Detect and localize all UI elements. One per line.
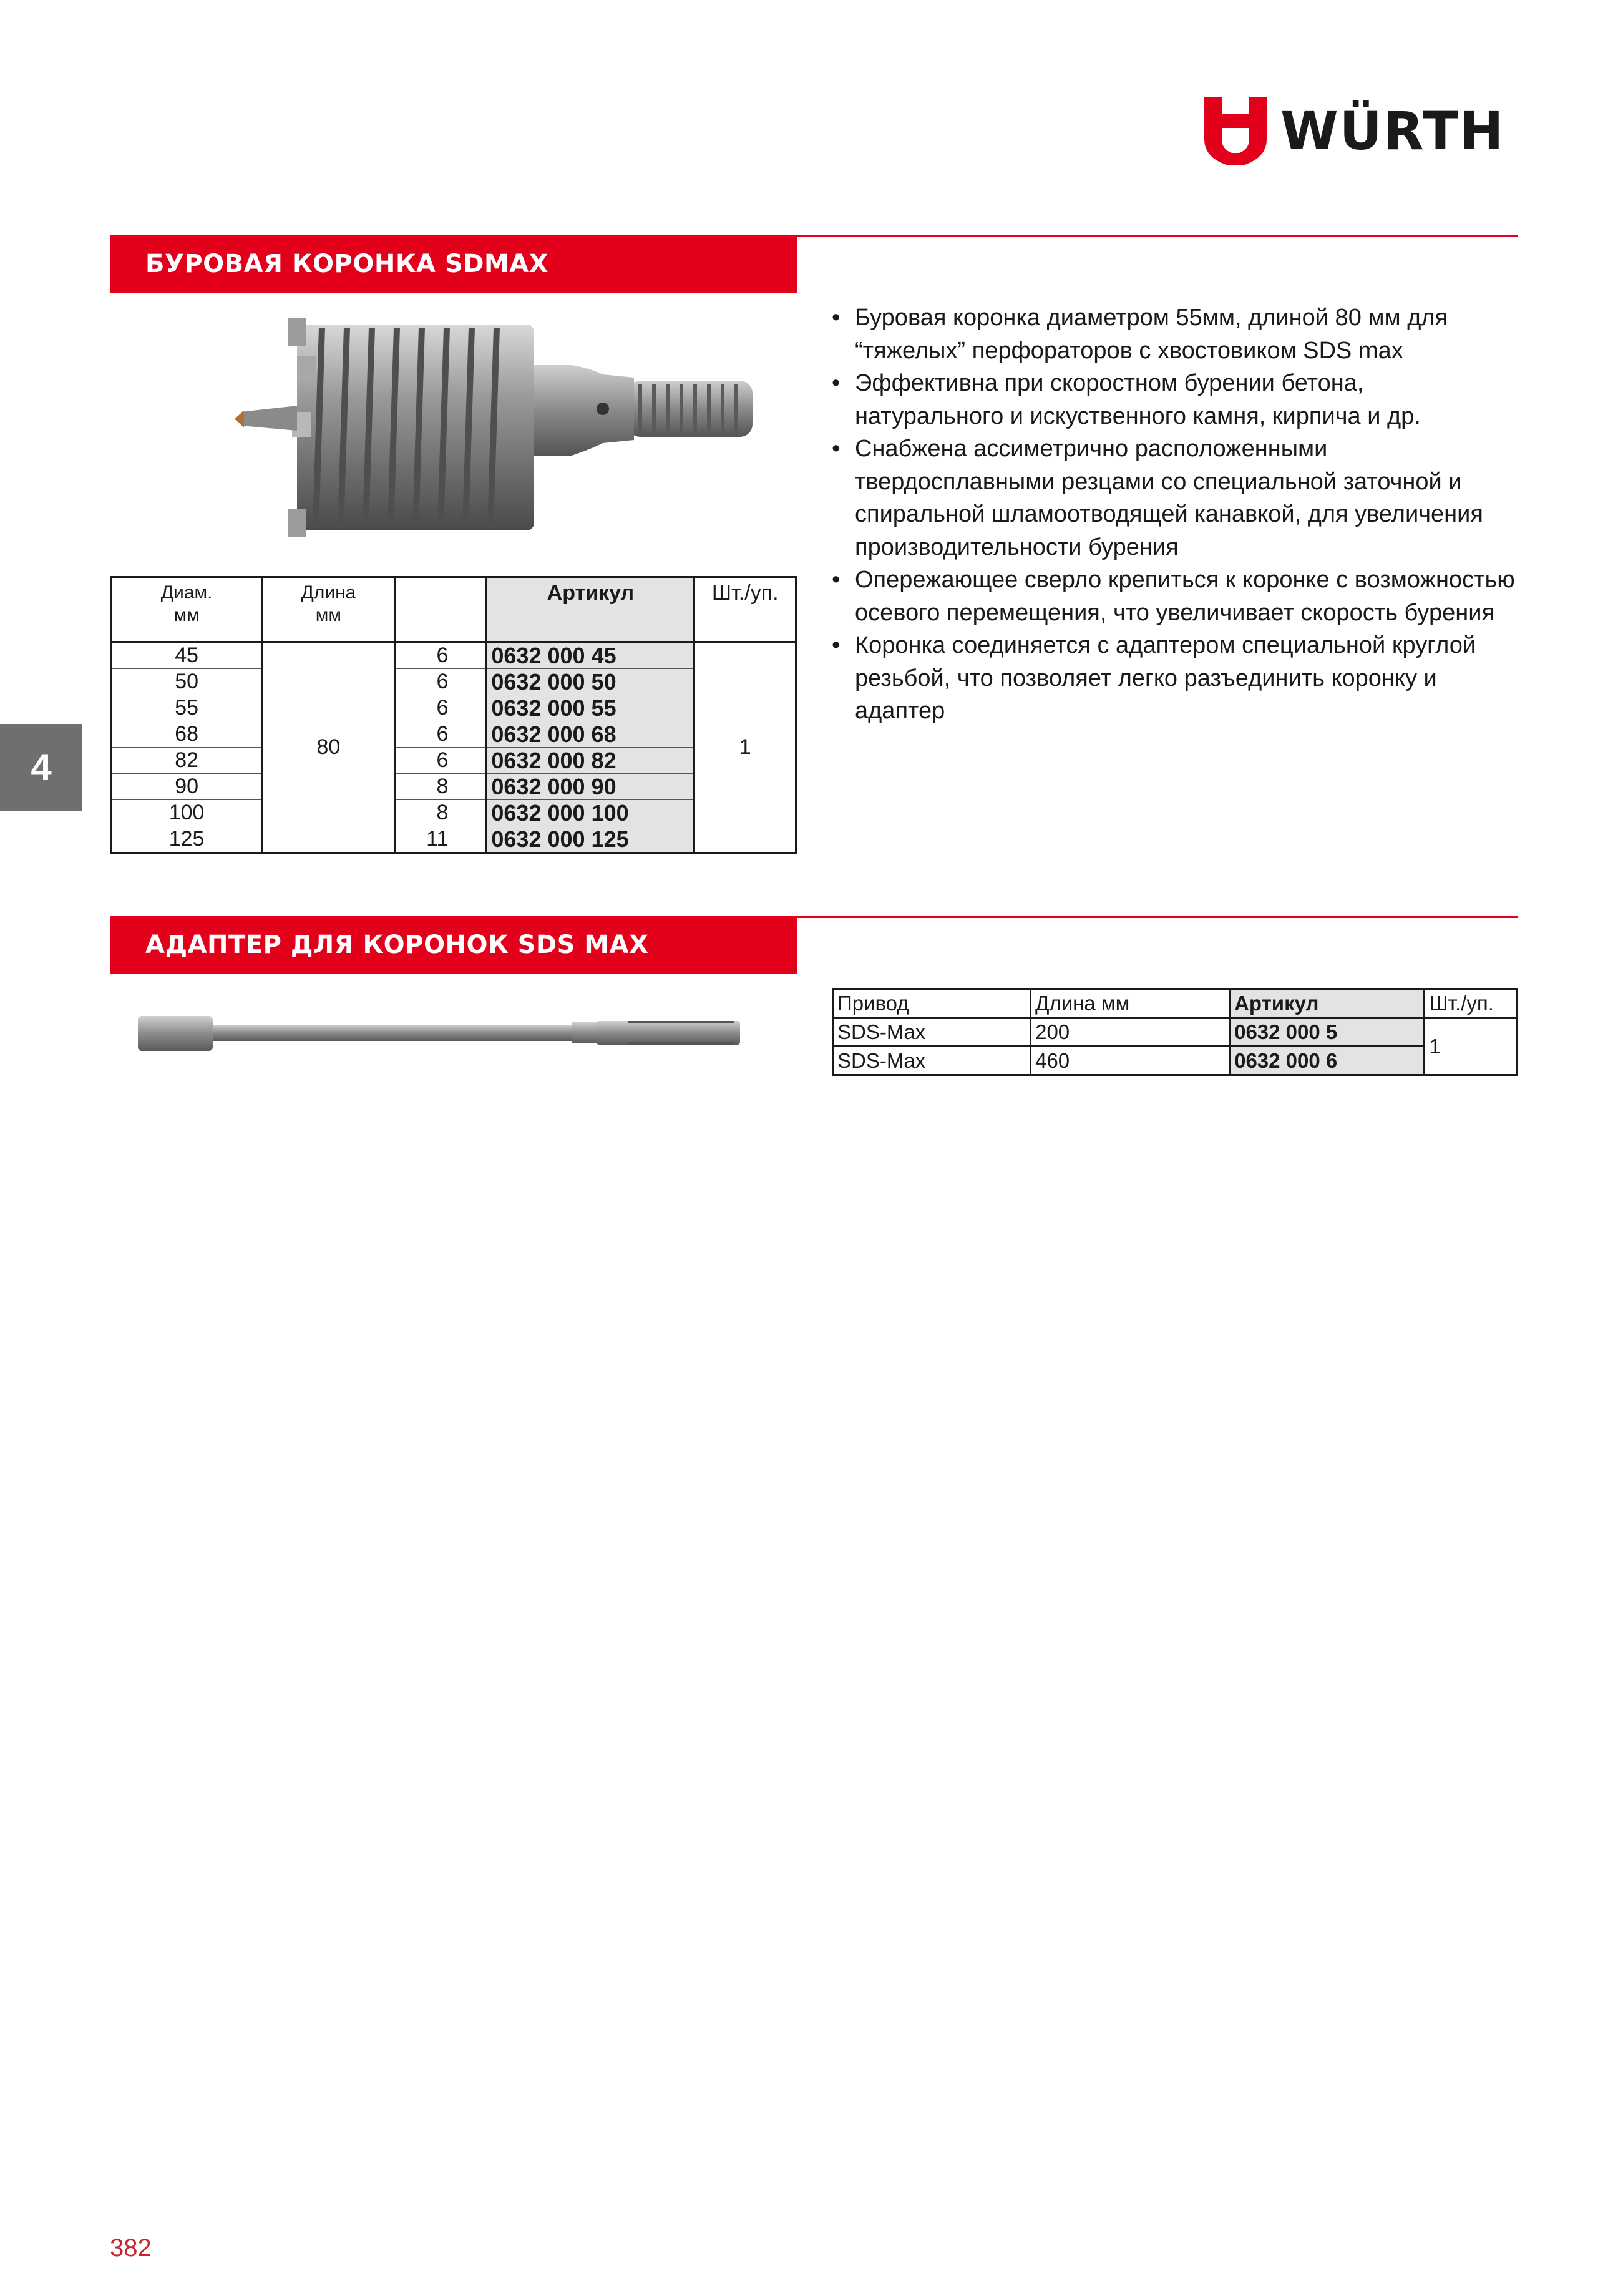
table-header-row <box>833 989 1517 1018</box>
list-item-text: Эффективна при скоростном бурении бетона, натурального и искуственного камня, кирпича и др. <box>855 370 1421 429</box>
table-row <box>111 695 796 721</box>
list-item <box>832 564 1518 629</box>
list-item-text: Коронка соединяется с адаптером специальной круглой резьбой, что позволяет легко разъединить коронку и адаптер <box>855 632 1476 724</box>
cell-article: 0632 000 5 <box>1230 1018 1425 1047</box>
cell-drive: SDS-Max <box>833 1018 1031 1047</box>
core-drill-bit-image <box>110 306 797 552</box>
cell-diameter: 82 <box>111 748 263 774</box>
logo-wordmark: WÜRTH <box>1280 100 1505 162</box>
header-pack: Шт./уп. <box>694 577 796 642</box>
section-title-core-bit: БУРОВАЯ КОРОНКА SDMAX <box>110 235 797 293</box>
cell-diameter: 55 <box>111 695 263 721</box>
cell-teeth: 6 <box>394 642 487 669</box>
adapter-table <box>832 988 1518 1076</box>
table-row <box>111 800 796 826</box>
cell-teeth: 8 <box>394 774 487 800</box>
feature-list <box>832 301 1518 728</box>
core-bit-table <box>110 576 797 854</box>
cell-diameter: 45 <box>111 642 263 669</box>
list-item <box>832 432 1518 564</box>
cell-length: 460 <box>1031 1047 1230 1075</box>
bullet-icon: • <box>832 632 841 658</box>
bullet-icon: • <box>832 370 841 396</box>
bullet-icon: • <box>832 436 841 462</box>
table-row <box>833 1047 1517 1075</box>
header-diameter: Диам. мм <box>111 577 263 642</box>
list-item <box>832 301 1518 367</box>
cell-length: 200 <box>1031 1018 1230 1047</box>
cell-diameter: 50 <box>111 669 263 695</box>
cell-pack-merged: 1 <box>694 642 796 853</box>
cell-teeth: 6 <box>394 721 487 748</box>
table-row <box>111 669 796 695</box>
header-length: Длина мм <box>263 577 394 642</box>
header-pack: Шт./уп. <box>1425 989 1517 1018</box>
cell-article: 0632 000 125 <box>487 826 694 853</box>
cell-teeth: 6 <box>394 695 487 721</box>
cell-diameter: 68 <box>111 721 263 748</box>
cell-diameter: 125 <box>111 826 263 853</box>
table-header-row <box>111 577 796 642</box>
header-drive: Привод <box>833 989 1031 1018</box>
wurth-logo <box>1204 97 1523 165</box>
cell-article: 0632 000 6 <box>1230 1047 1425 1075</box>
cell-teeth: 8 <box>394 800 487 826</box>
chapter-tab: 4 <box>0 724 82 811</box>
cell-article: 0632 000 55 <box>487 695 694 721</box>
header-length: Длина мм <box>1031 989 1230 1018</box>
cell-article: 0632 000 90 <box>487 774 694 800</box>
table-row <box>111 748 796 774</box>
cell-article: 0632 000 100 <box>487 800 694 826</box>
table-row <box>833 1018 1517 1047</box>
header-blank <box>394 577 487 642</box>
cell-article: 0632 000 50 <box>487 669 694 695</box>
page-number: 382 <box>110 2234 152 2262</box>
table-row <box>111 721 796 748</box>
table-row <box>111 774 796 800</box>
cell-diameter: 100 <box>111 800 263 826</box>
bullet-icon: • <box>832 567 841 593</box>
cell-drive: SDS-Max <box>833 1047 1031 1075</box>
wurth-logo-mark <box>1204 97 1267 165</box>
header-article: Артикул <box>487 577 694 642</box>
section-title-adapter: АДАПТЕР ДЛЯ КОРОНОК SDS MAX <box>110 916 797 974</box>
cell-article: 0632 000 82 <box>487 748 694 774</box>
cell-article: 0632 000 68 <box>487 721 694 748</box>
list-item-text: Буровая коронка диаметром 55мм, длиной 80 мм для “тяжелых” перфораторов с хвостовиком SDS max <box>855 305 1448 364</box>
cell-pack-merged: 1 <box>1425 1018 1517 1075</box>
list-item <box>832 367 1518 432</box>
cell-length-merged: 80 <box>263 642 394 853</box>
list-item-text: Опережающее сверло крепиться к коронке с возможностью осевого перемещения, что увеличивает скорость бурения <box>855 567 1515 626</box>
cell-teeth: 6 <box>394 748 487 774</box>
list-item <box>832 629 1518 728</box>
adapter-image <box>110 992 797 1073</box>
cell-teeth: 11 <box>394 826 487 853</box>
table-row <box>111 826 796 853</box>
table-row <box>111 642 796 669</box>
cell-teeth: 6 <box>394 669 487 695</box>
list-item-text: Снабжена ассиметрично расположенными твердосплавными резцами со специальной заточной и спиральной шламоотводящей канавкой, для увеличения производительности бурения <box>855 436 1483 560</box>
cell-article: 0632 000 45 <box>487 642 694 669</box>
header-article: Артикул <box>1230 989 1425 1018</box>
cell-diameter: 90 <box>111 774 263 800</box>
bullet-icon: • <box>832 305 841 331</box>
